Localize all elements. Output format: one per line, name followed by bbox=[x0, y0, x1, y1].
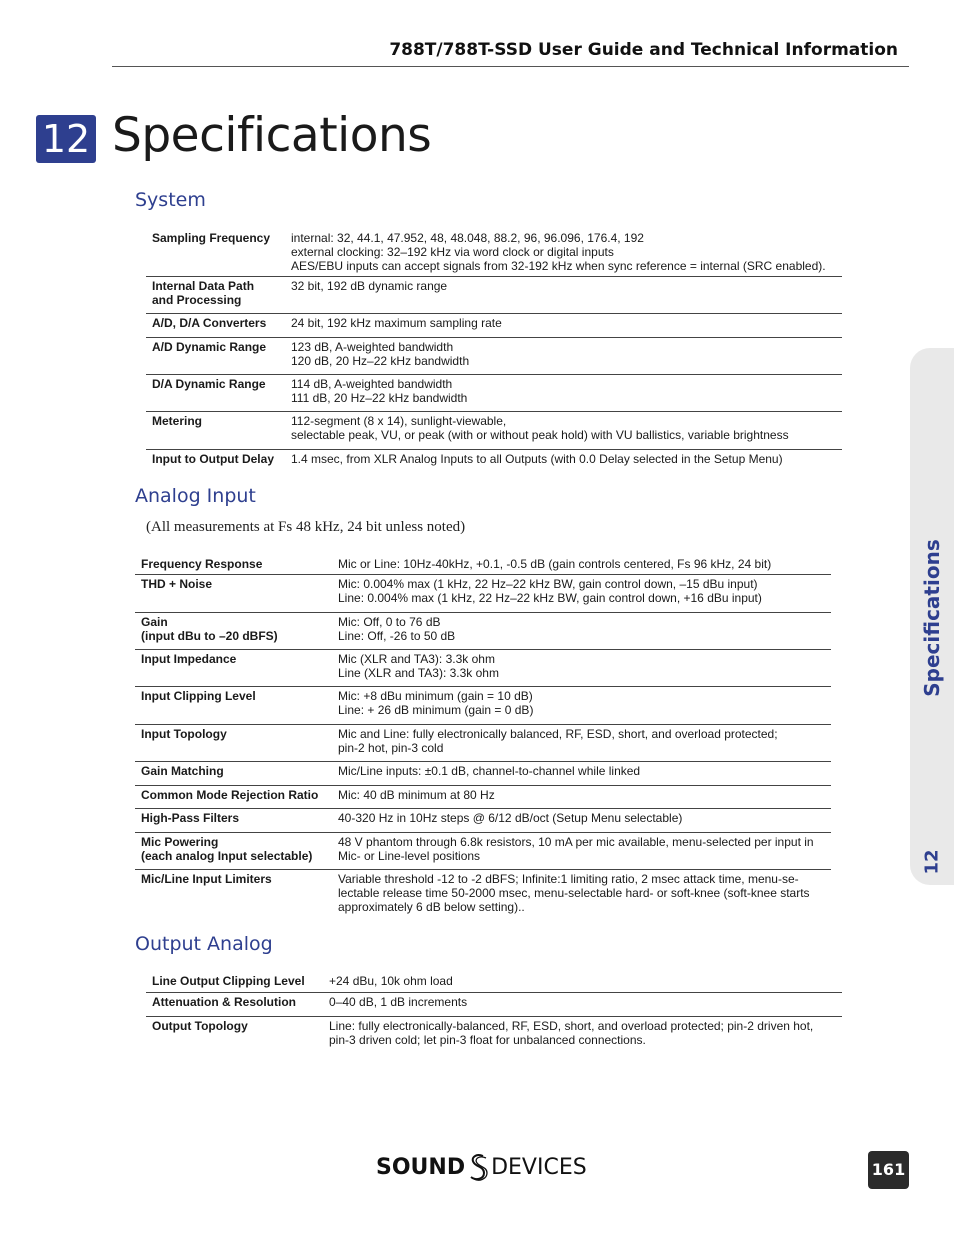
spec-value: 1.4 msec, from XLR Analog Inputs to all Outputs (with 0.0 Delay selected in the Setup Menu) bbox=[291, 452, 783, 466]
spec-row bbox=[135, 613, 831, 650]
spec-row bbox=[135, 725, 831, 762]
spec-row bbox=[146, 314, 842, 338]
spec-row bbox=[135, 809, 831, 833]
spec-value: Mic: +8 dBu minimum (gain = 10 dB) Line: + 26 dB minimum (gain = 0 dB) bbox=[338, 689, 534, 717]
spec-value: Variable threshold -12 to -2 dBFS; Infinite:1 limiting ratio, 2 msec attack time, menu-se- lectable release time 50-2000 msec, menu-selectable hard- or soft-knee (soft-knee starts approximately 6 dB below setting).. bbox=[338, 872, 810, 914]
spec-label: Mic/Line Input Limiters bbox=[141, 872, 272, 886]
measurement-note: (All measurements at Fs 48 kHz, 24 bit unless noted) bbox=[146, 519, 466, 535]
spec-value: internal: 32, 44.1, 47.952, 48, 48.048, 88.2, 96, 96.096, 176.4, 192 external clocking: 32–192 kHz via word clock or digital inputs AES/EBU inputs can accept signals from 32-192 kHz when sync reference = internal (SRC enabled). bbox=[291, 231, 826, 273]
spec-label: Input Topology bbox=[141, 727, 227, 741]
spec-value: 114 dB, A-weighted bandwidth 111 dB, 20 Hz–22 kHz bandwidth bbox=[291, 377, 468, 405]
spec-label: A/D Dynamic Range bbox=[152, 340, 267, 354]
page-number: 161 bbox=[868, 1151, 909, 1189]
spec-value: Mic/Line inputs: ±0.1 dB, channel-to-channel while linked bbox=[338, 764, 641, 778]
spec-value: Mic and Line: fully electronically balanced, RF, ESD, short, and overload protected; pin-2 hot, pin-3 cold bbox=[338, 727, 778, 755]
section-heading-analog-input: Analog Input bbox=[135, 485, 256, 507]
logo-devices-text: DEVICES bbox=[491, 1154, 587, 1180]
spec-row bbox=[135, 575, 831, 613]
side-tab-label: Specifications bbox=[920, 539, 944, 697]
spec-row bbox=[135, 687, 831, 725]
spec-label: Common Mode Rejection Ratio bbox=[141, 788, 319, 802]
spec-row bbox=[146, 375, 842, 412]
spec-row bbox=[135, 786, 831, 809]
header-rule bbox=[112, 66, 909, 67]
spec-label: High-Pass Filters bbox=[141, 811, 240, 825]
spec-value: Mic: 40 dB minimum at 80 Hz bbox=[338, 788, 495, 802]
output-analog-spec-table bbox=[146, 972, 842, 1057]
spec-row bbox=[135, 650, 831, 687]
spec-label: Gain Matching bbox=[141, 764, 224, 778]
spec-row bbox=[135, 762, 831, 786]
spec-row bbox=[135, 870, 831, 916]
analog-input-spec-table bbox=[135, 555, 831, 916]
spec-label: A/D, D/A Converters bbox=[152, 316, 267, 330]
spec-value: Mic: Off, 0 to 76 dB Line: Off, -26 to 50 dB bbox=[338, 615, 456, 643]
running-header: 788T/788T-SSD User Guide and Technical Information bbox=[389, 40, 898, 60]
spec-row bbox=[146, 277, 842, 314]
spec-value: 0–40 dB, 1 dB increments bbox=[329, 995, 468, 1009]
spec-row bbox=[146, 993, 842, 1017]
spec-row bbox=[146, 412, 842, 450]
spec-label: Sampling Frequency bbox=[152, 231, 271, 245]
spec-label: THD + Noise bbox=[141, 577, 213, 591]
spec-row bbox=[146, 338, 842, 375]
spec-value: Mic (XLR and TA3): 3.3k ohm Line (XLR and TA3): 3.3k ohm bbox=[338, 652, 499, 680]
spec-label: Input Impedance bbox=[141, 652, 237, 666]
spec-label: Metering bbox=[152, 414, 203, 428]
spec-value: +24 dBu, 10k ohm load bbox=[329, 974, 453, 988]
spec-value: Line: fully electronically-balanced, RF, ESD, short, and overload protected; pin-2 driven hot, pin-3 driven cold; let pin-3 float for unbalanced connections. bbox=[329, 1019, 814, 1047]
spec-row bbox=[146, 1017, 842, 1057]
spec-row bbox=[146, 972, 842, 993]
spec-label: Mic Powering (each analog Input selectable) bbox=[141, 835, 313, 863]
spec-row bbox=[146, 229, 842, 277]
spec-label: Attenuation & Resolution bbox=[152, 995, 296, 1009]
section-heading-system: System bbox=[135, 189, 206, 211]
side-tab-number: 12 bbox=[921, 849, 943, 875]
spec-label: Frequency Response bbox=[141, 557, 263, 571]
system-spec-table bbox=[146, 229, 842, 474]
spec-label: Internal Data Path and Processing bbox=[152, 279, 255, 307]
spec-label: Line Output Clipping Level bbox=[152, 974, 305, 988]
spec-value: 32 bit, 192 dB dynamic range bbox=[291, 279, 448, 293]
spec-value: Mic or Line: 10Hz-40kHz, +0.1, -0.5 dB (gain controls centered, Fs 96 kHz, 24 bit) bbox=[338, 557, 772, 571]
sound-devices-logo bbox=[376, 1152, 587, 1182]
spec-row bbox=[135, 555, 831, 575]
spec-label: Gain (input dBu to –20 dBFS) bbox=[141, 615, 278, 643]
spec-label: D/A Dynamic Range bbox=[152, 377, 266, 391]
spec-value: Mic: 0.004% max (1 kHz, 22 Hz–22 kHz BW, gain control down, –15 dBu input) Line: 0.004% max (1 kHz, 22 Hz–22 kHz BW, gain control down, +16 dBu input) bbox=[338, 577, 762, 605]
section-heading-output-analog: Output Analog bbox=[135, 933, 273, 955]
spec-value: 112-segment (8 x 14), sunlight-viewable, selectable peak, VU, or peak (with or without peak hold) with VU ballistics, variable brightness bbox=[291, 414, 789, 442]
spec-value: 40-320 Hz in 10Hz steps @ 6/12 dB/oct (Setup Menu selectable) bbox=[338, 811, 683, 825]
spec-value: 24 bit, 192 kHz maximum sampling rate bbox=[291, 316, 502, 330]
logo-sound-text: SOUND bbox=[376, 1154, 466, 1180]
spec-row bbox=[146, 450, 842, 474]
spec-label: Output Topology bbox=[152, 1019, 248, 1033]
spec-value: 123 dB, A-weighted bandwidth 120 dB, 20 Hz–22 kHz bandwidth bbox=[291, 340, 470, 368]
chapter-number-badge: 12 bbox=[36, 115, 96, 163]
spec-label: Input to Output Delay bbox=[152, 452, 274, 466]
spec-label: Input Clipping Level bbox=[141, 689, 256, 703]
spec-value: 48 V phantom through 6.8k resistors, 10 mA per mic available, menu-selected per input in Mic- or Line-level positions bbox=[338, 835, 814, 863]
spec-row bbox=[135, 833, 831, 870]
chapter-title: Specifications bbox=[112, 108, 432, 163]
logo-s-wave-icon bbox=[466, 1152, 490, 1182]
